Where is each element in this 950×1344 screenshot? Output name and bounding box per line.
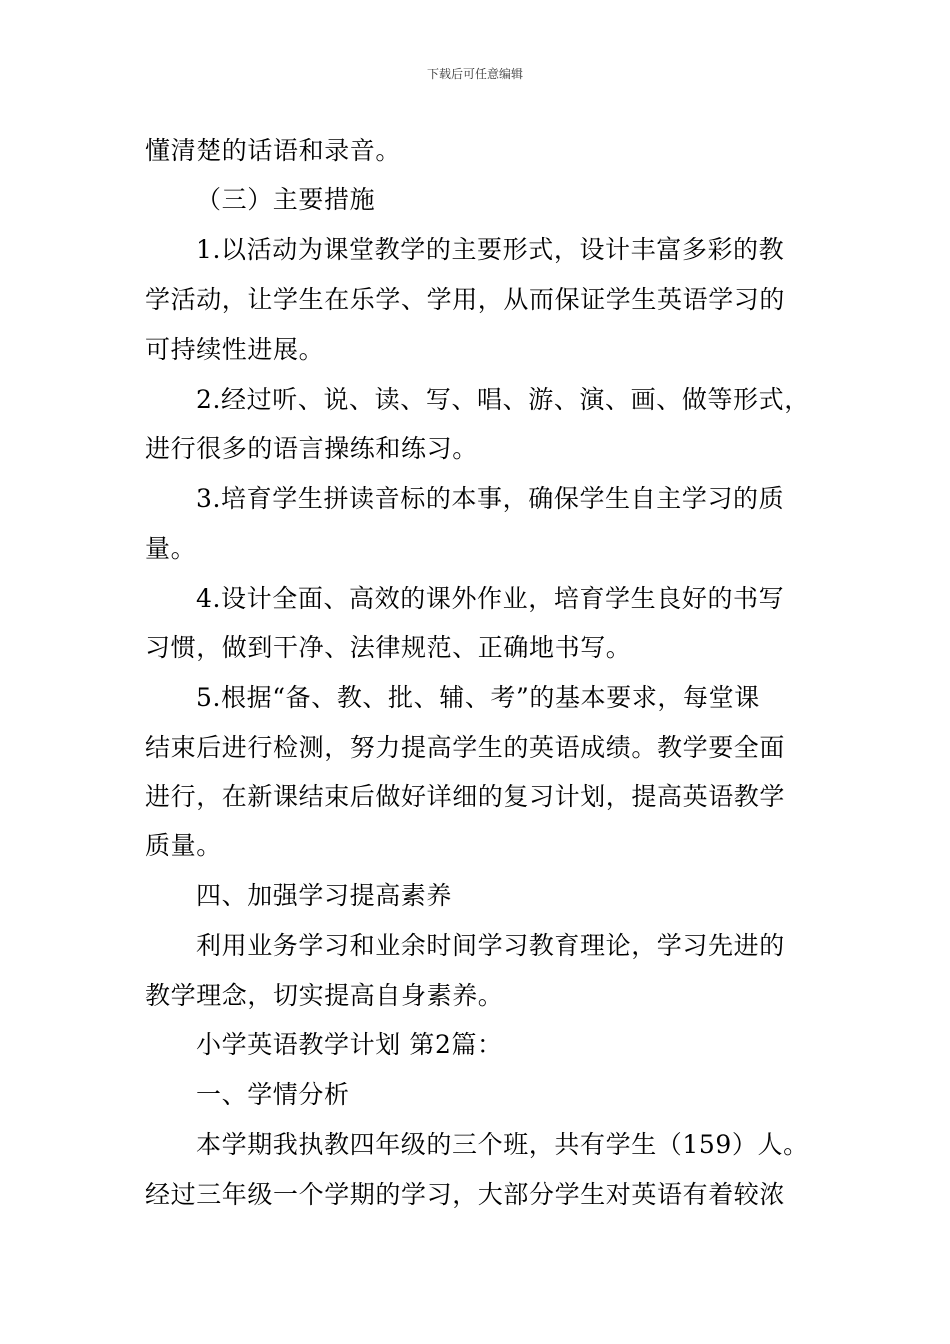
paragraph-line: 懂清楚的话语和录音。 bbox=[145, 136, 402, 165]
paragraph-line: 结束后进行检测，努力提高学生的英语成绩。教学要全面 bbox=[145, 733, 786, 762]
paragraph-line: 可持续性进展。 bbox=[145, 335, 325, 364]
paragraph-line: 学活动，让学生在乐学、学用，从而保证学生英语学习的 bbox=[145, 285, 786, 314]
paragraph-line: 进行，在新课结束后做好详细的复习计划，提高英语教学 bbox=[145, 782, 786, 811]
page-header-note: 下载后可任意编辑 bbox=[426, 67, 523, 81]
paragraph-line: 经过三年级一个学期的学习，大部分学生对英语有着较浓 bbox=[145, 1180, 786, 1209]
section-heading: 小学英语教学计划 第2篇： bbox=[196, 1030, 503, 1059]
paragraph-line: 3.培育学生拼读音标的本事，确保学生自主学习的质 bbox=[196, 484, 785, 513]
paragraph-line: 教学理念，切实提高自身素养。 bbox=[145, 981, 504, 1010]
paragraph-line: 质量。 bbox=[145, 831, 222, 860]
paragraph-line: 4.设计全面、高效的课外作业，培育学生良好的书写 bbox=[196, 584, 785, 613]
paragraph-line: 量。 bbox=[145, 534, 197, 563]
paragraph-line: 习惯，做到干净、法律规范、正确地书写。 bbox=[145, 633, 632, 662]
paragraph-line: 2.经过听、说、读、写、唱、游、演、画、做等形式， bbox=[196, 385, 810, 414]
section-heading: 四、加强学习提高素养 bbox=[196, 881, 453, 910]
paragraph-line: 本学期我执教四年级的三个班，共有学生（159）人。 bbox=[196, 1130, 809, 1159]
section-heading: 一、学情分析 bbox=[196, 1080, 350, 1109]
paragraph-line: 进行很多的语言操练和练习。 bbox=[145, 434, 478, 463]
paragraph-line: 利用业务学习和业余时间学习教育理论，学习先进的 bbox=[196, 931, 785, 960]
section-heading: （三）主要措施 bbox=[196, 185, 376, 214]
paragraph-line: 5.根据“备、教、批、辅、考”的基本要求，每堂课 bbox=[196, 683, 760, 712]
paragraph-line: 1.以活动为课堂教学的主要形式，设计丰富多彩的教 bbox=[196, 235, 785, 264]
